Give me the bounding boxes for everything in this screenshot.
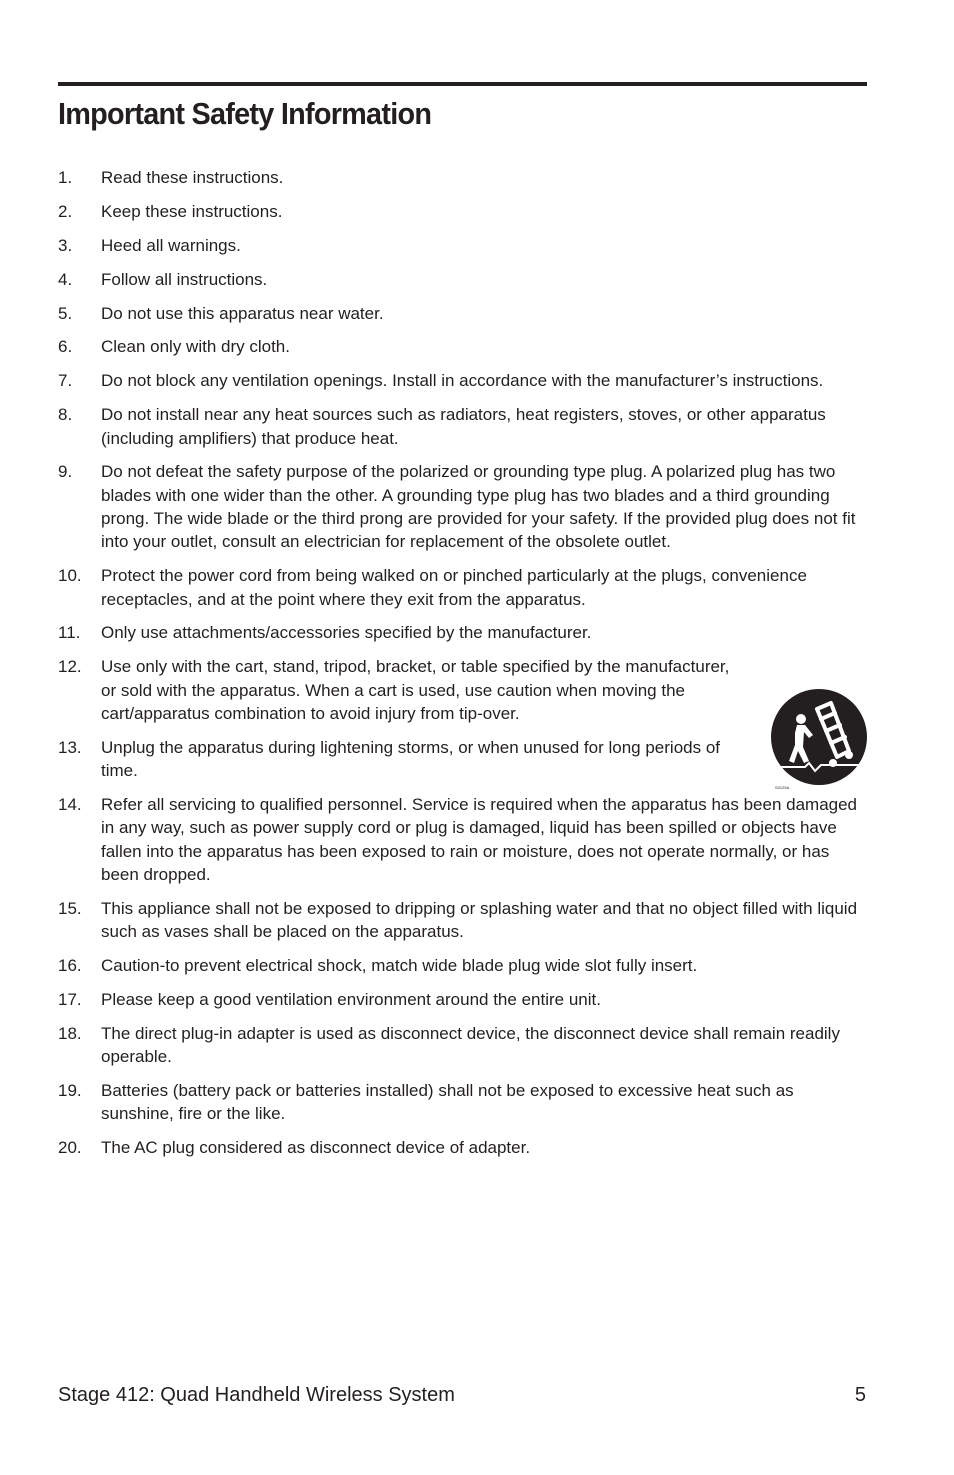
item-text: Batteries (battery pack or batteries installed) shall not be exposed to excessive heat such as sunshine, fire or the like. [101, 1080, 794, 1124]
item-text: The direct plug-in adapter is used as disconnect device, the disconnect device shall remain readily operable. [101, 1023, 840, 1066]
list-item [58, 234, 870, 257]
item-text: Use only with the cart, stand, tripod, bracket, or table specified by the manufacturer, or sold with the apparatus. When a cart is used, use caution when moving the cart/apparatus combination to avoid injury from tip-over. [101, 657, 730, 723]
item-number: 9. [58, 462, 73, 482]
list-item [58, 793, 870, 886]
page-title: Important Safety Information [58, 96, 432, 131]
cart-tip-over-warning-icon [769, 689, 871, 791]
item-text: Clean only with dry cloth. [101, 337, 290, 357]
list-item [58, 369, 870, 392]
list-item [58, 564, 870, 611]
item-number: 2. [58, 201, 73, 221]
list-item [58, 655, 870, 725]
list-item [58, 302, 870, 325]
list-item [58, 460, 870, 553]
item-text: Do not use this apparatus near water. [101, 303, 384, 323]
list-item [58, 1022, 870, 1069]
item-number: 6. [58, 337, 73, 357]
item-number: 7. [58, 371, 73, 391]
item-number: 14. [58, 794, 82, 814]
cart-icon-code: S3125A [775, 785, 790, 790]
list-item [58, 897, 870, 944]
list-item [58, 736, 870, 783]
list-item [58, 335, 870, 358]
item-text: Please keep a good ventilation environment around the entire unit. [101, 989, 601, 1009]
item-number: 11. [58, 623, 81, 643]
item-text: Only use attachments/accessories specified by the manufacturer. [101, 623, 592, 643]
item-number: 18. [58, 1023, 82, 1043]
footer-page-number: 5 [854, 1384, 866, 1406]
list-item [58, 268, 870, 291]
list-item [58, 988, 870, 1011]
item-number: 20. [58, 1138, 82, 1158]
item-number: 3. [58, 235, 73, 255]
item-number: 1. [58, 168, 73, 187]
item-text: Caution-to prevent electrical shock, match wide blade plug wide slot fully insert. [101, 955, 698, 975]
item-text: Do not block any ventilation openings. Install in accordance with the manufacturer’s instructions. [101, 371, 824, 391]
item-text: Protect the power cord from being walked on or pinched particularly at the plugs, convenience receptacles, and at the point where they exit from the apparatus. [101, 566, 807, 609]
list-item [58, 166, 870, 189]
list-item [58, 621, 870, 644]
item-number: 5. [58, 303, 73, 323]
item-number: 10. [58, 566, 82, 586]
safety-instructions-list [58, 166, 870, 1170]
title-rule [58, 82, 867, 86]
item-number: 15. [58, 898, 82, 918]
list-item [58, 1079, 870, 1126]
list-item [58, 200, 870, 223]
item-number: 8. [58, 405, 73, 425]
item-number: 4. [58, 269, 73, 289]
item-text: Do not defeat the safety purpose of the polarized or grounding type plug. A polarized plug has two blades with one wider than the other. A grounding type plug has two blades and a third grounding prong. The wide blade or the third prong are provided for your safety. If the provided plug does not fit into your outlet, consult an electrician for replacement of the obsolete outlet. [101, 462, 856, 552]
item-text: Do not install near any heat sources such as radiators, heat registers, stoves, or other apparatus (including amplifiers) that produce heat. [101, 405, 826, 448]
item-text: The AC plug considered as disconnect device of adapter. [101, 1138, 531, 1158]
list-item [58, 1136, 870, 1159]
footer-product-name: Stage 412: Quad Handheld Wireless System [58, 1384, 455, 1406]
item-number: 19. [58, 1080, 82, 1100]
item-text: Heed all warnings. [101, 235, 241, 255]
item-number: 16. [58, 955, 82, 975]
item-text: Read these instructions. [101, 168, 284, 187]
list-item [58, 403, 870, 450]
item-text: Unplug the apparatus during lightening storms, or when unused for long periods of time. [101, 737, 720, 781]
item-text: Keep these instructions. [101, 201, 283, 221]
item-number: 17. [58, 989, 82, 1009]
item-text: This appliance shall not be exposed to dripping or splashing water and that no object filled with liquid such as vases shall be placed on the apparatus. [101, 898, 858, 942]
item-text: Follow all instructions. [101, 269, 268, 289]
item-number: 13. [58, 737, 82, 757]
list-item [58, 954, 870, 977]
item-number: 12. [58, 657, 82, 677]
item-text: Refer all servicing to qualified personnel. Service is required when the apparatus has been damaged in any way, such as power supply cord or plug is damaged, liquid has been spilled or objects have fallen into the apparatus has been exposed to rain or moisture, does not operate normally, or has been dropped. [101, 794, 858, 884]
